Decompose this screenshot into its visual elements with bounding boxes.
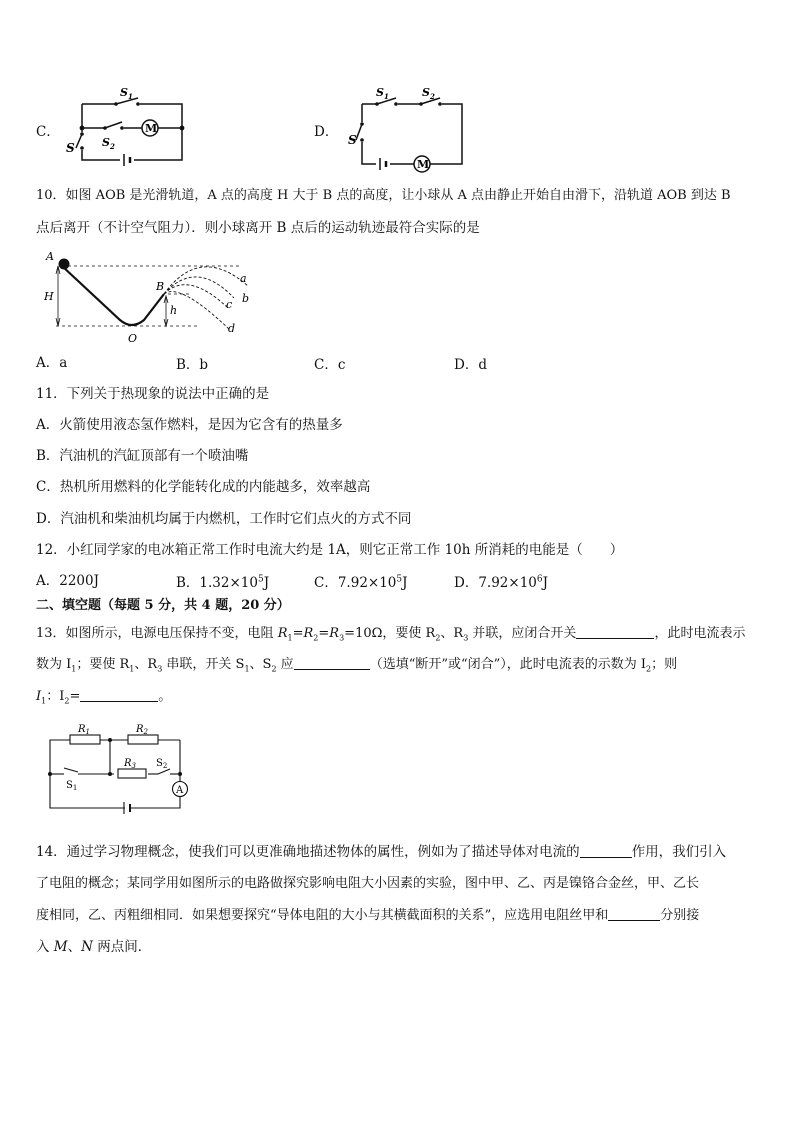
q10-text-line2: 点后离开（不计空气阻力）．则小球离开 B 点后的运动轨迹最符合实际的是: [36, 220, 480, 236]
svg-text:R3: $R_3$: [124, 758, 136, 770]
q9-circuit-c: [60, 88, 190, 168]
q9-option-c-label: C．: [36, 124, 60, 140]
q11-option-c: C．热机所用燃料的化学能转化成的内能越多，效率越高: [36, 479, 371, 495]
q10-option-b: B．b: [176, 357, 209, 373]
q12-option-a: A．2200J: [36, 573, 100, 589]
q14-line3: 度相同，乙、丙粗细相同．如果想要探究“导体电阻的大小与其横截面积的关系”，应选用电阻丝甲和 分别接: [36, 908, 700, 923]
svg-text:S1: $S_1$: [66, 780, 78, 792]
svg-text:S1: $S_1$: [376, 86, 389, 101]
q14-blank-2[interactable]: [608, 906, 660, 921]
q12-option-c: C．$7.92\times 10^5J$: [314, 574, 408, 591]
svg-text:A: A: [176, 785, 184, 796]
q13-blank-2[interactable]: [294, 655, 370, 670]
svg-text:S2: $S_2$: [102, 136, 115, 151]
q9-circuit-d: [346, 86, 466, 171]
q14-line1: 14．通过学习物理概念，使我们可以更准确地描述物体的属性，例如为了描述导体对电流的 作用，我们引入: [36, 844, 727, 860]
q13-line1: 13．如图所示，电源电压保持不变，电阻 $R_1=R_2=R_3=10\Omega$，要使 $R_2$、$R_3$ 并联，应闭合开关 ，此时电流表示: [36, 626, 746, 643]
svg-text:S2: $S_2$: [156, 758, 168, 770]
svg-text:b: b: [242, 292, 250, 305]
q12-stem: 12．小红同学家的电冰箱正常工作时电流大约是 1A，则它正常工作 10h 所消耗的电能是（ ）: [36, 542, 624, 558]
svg-text:B: B: [156, 280, 165, 293]
q13-blank-3[interactable]: [80, 687, 158, 702]
q11-option-b: B．汽油机的汽缸顶部有一个喷油嘴: [36, 448, 249, 464]
q11-option-d: D．汽油机和柴油机均属于内燃机，工作时它们点火的方式不同: [36, 511, 412, 527]
q10-option-c: C．c: [314, 357, 346, 373]
svg-text:S: S: [66, 141, 75, 155]
svg-text:S2: $S_2$: [422, 86, 435, 101]
q13-circuit-figure: [44, 720, 194, 812]
q14-blank-1[interactable]: [580, 843, 632, 858]
q10-track-figure: [40, 248, 270, 348]
section-title: 二、填空题（每题 5 分，共 4 题，20 分）: [36, 598, 290, 613]
svg-text:a: a: [240, 272, 247, 285]
svg-text:O: O: [128, 332, 138, 345]
svg-text:H: H: [44, 290, 54, 303]
svg-text:d: d: [228, 322, 236, 335]
svg-text:R2: $R_2$: [136, 724, 148, 736]
svg-text:S: S: [348, 133, 357, 147]
svg-text:M: M: [145, 122, 158, 135]
q14-line2: 了电阻的概念；某同学用如图所示的电路做探究影响电阻大小因素的实验，图中甲、乙、丙是镍铬合金丝，甲、乙长: [36, 876, 700, 891]
q12-option-b: B．$1.32\times 10^5J$: [176, 574, 270, 591]
q10-text-line1: 10．如图 AOB 是光滑轨道，A 点的高度 H 大于 B 点的高度，让小球从 A 点由静止开始自由滑下，沿轨道 AOB 到达 B: [36, 188, 731, 203]
q10-option-a: A．a: [36, 355, 68, 371]
svg-text:R1: $R_1$: [78, 724, 90, 736]
q11-stem: 11．下列关于热现象的说法中正确的是: [36, 386, 270, 402]
svg-text:M: M: [417, 158, 430, 171]
q12-option-d: D．$7.92\times 10^6J$: [454, 574, 549, 591]
svg-text:c: c: [226, 298, 233, 311]
q11-option-a: A．火箭使用液态氢作燃料，是因为它含有的热量多: [36, 417, 343, 433]
svg-text:S1: $S_1$: [120, 86, 133, 101]
q9-option-d-label: D．: [314, 124, 339, 140]
svg-text:h: h: [170, 304, 178, 317]
svg-text:A: A: [46, 250, 54, 263]
q14-line4: 入 M、N 两点间．: [36, 939, 152, 955]
q10-option-d: D．d: [454, 357, 487, 373]
q13-line3: $I_1$：$I_2=$ 。: [36, 689, 172, 706]
q13-blank-1[interactable]: [576, 624, 654, 639]
q13-line2: 数为 $I_1$；要使 $R_1$、$R_3$ 串联，开关 $S_1$、$S_2$ 应 （选填“断开”或“闭合”），此时电流表的示数为 $I_2$；则: [36, 657, 678, 674]
